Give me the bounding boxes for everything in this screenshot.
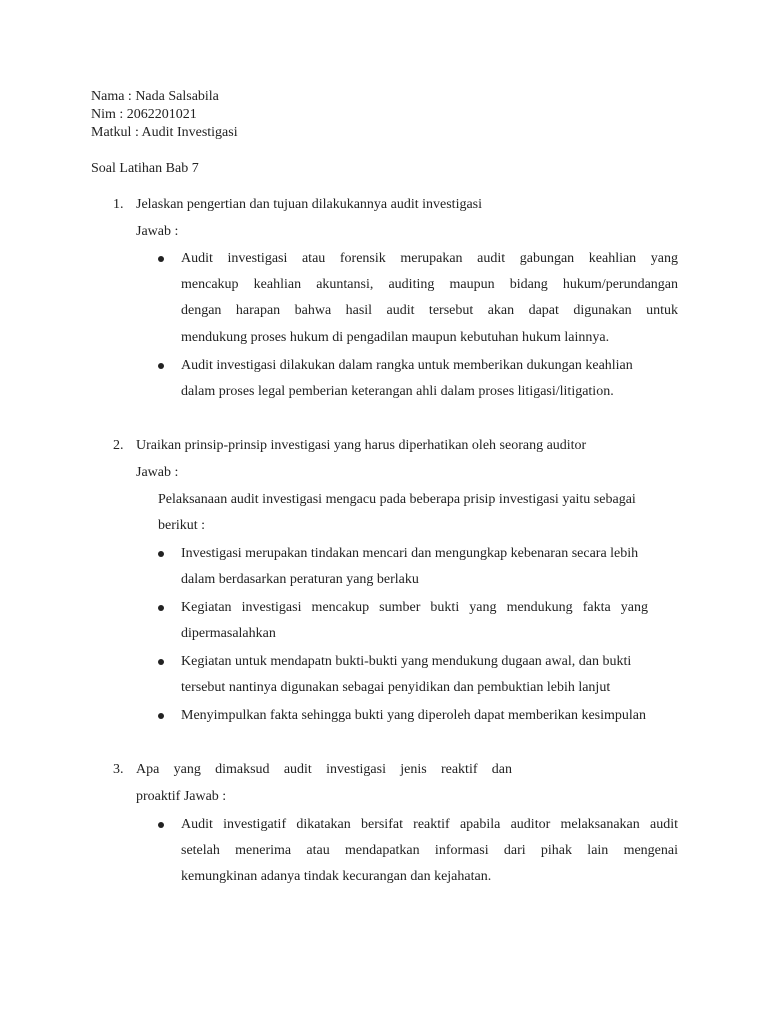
q2-intro-line2: berikut : bbox=[158, 518, 206, 533]
q2-b3-line1: Kegiatan untuk mendapatn bukti-bukti yang mendukung dugaan awal, dan bukti bbox=[181, 654, 632, 669]
q2-b2-line2: dipermasalahkan bbox=[181, 626, 276, 641]
student-name: Nama : Nada Salsabila bbox=[91, 89, 219, 104]
q2-b2-line1: Kegiatan investigasi mencakup sumber bukti yang mendukung fakta yang bbox=[181, 600, 648, 615]
bullet-icon bbox=[158, 659, 164, 665]
q2-question: Uraikan prinsip-prinsip investigasi yang harus diperhatikan oleh seorang auditor bbox=[136, 438, 587, 453]
q1-b1-line1: Audit investigasi atau forensik merupakan audit gabungan keahlian yang bbox=[181, 251, 678, 266]
q3-number: 3. bbox=[113, 762, 124, 777]
course-name: Matkul : Audit Investigasi bbox=[91, 125, 238, 140]
q1-b2-line2: dalam proses legal pemberian keterangan ahli dalam proses litigasi/litigation. bbox=[181, 384, 614, 399]
q1-b2-line1: Audit investigasi dilakukan dalam rangka untuk memberikan dukungan keahlian bbox=[181, 358, 633, 373]
q2-b1-line2: dalam berdasarkan peraturan yang berlaku bbox=[181, 572, 419, 587]
student-nim: Nim : 2062201021 bbox=[91, 107, 197, 122]
bullet-icon bbox=[158, 713, 164, 719]
q3-question-line2: proaktif Jawab : bbox=[136, 789, 227, 804]
q2-b3-line2: tersebut nantinya digunakan sebagai penyidikan dan pembuktian lebih lanjut bbox=[181, 680, 611, 695]
q2-number: 2. bbox=[113, 438, 124, 453]
q1-b1-line3: dengan harapan bahwa hasil audit tersebut akan dapat digunakan untuk bbox=[181, 303, 678, 318]
bullet-icon bbox=[158, 822, 164, 828]
q3-b1-line1: Audit investigatif dikatakan bersifat reaktif apabila auditor melaksanakan audit bbox=[181, 817, 678, 832]
q1-question: Jelaskan pengertian dan tujuan dilakukannya audit investigasi bbox=[136, 197, 483, 212]
section-title: Soal Latihan Bab 7 bbox=[91, 161, 199, 176]
q3-b1-line3: kemungkinan adanya tindak kecurangan dan kejahatan. bbox=[181, 869, 492, 884]
q1-answer-label: Jawab : bbox=[136, 224, 179, 239]
q1-b1-line4: mendukung proses hukum di pengadilan maupun kebutuhan hukum lainnya. bbox=[181, 330, 610, 345]
q2-intro-line1: Pelaksanaan audit investigasi mengacu pada beberapa prisip investigasi yaitu sebagai bbox=[158, 492, 636, 507]
q2-b4-line1: Menyimpulkan fakta sehingga bukti yang diperoleh dapat memberikan kesimpulan bbox=[181, 708, 646, 723]
bullet-icon bbox=[158, 363, 164, 369]
q1-number: 1. bbox=[113, 197, 124, 212]
q2-b1-line1: Investigasi merupakan tindakan mencari dan mengungkap kebenaran secara lebih bbox=[181, 546, 639, 561]
q2-answer-label: Jawab : bbox=[136, 465, 179, 480]
q1-b1-line2: mencakup keahlian akuntansi, auditing maupun bidang hukum/perundangan bbox=[181, 277, 678, 292]
q3-b1-line2: setelah menerima atau mendapatkan informasi dari pihak lain mengenai bbox=[181, 843, 678, 858]
bullet-icon bbox=[158, 605, 164, 611]
bullet-icon bbox=[158, 256, 164, 262]
q3-question-line1: Apa yang dimaksud audit investigasi jenis reaktif dan bbox=[136, 762, 512, 777]
bullet-icon bbox=[158, 551, 164, 557]
